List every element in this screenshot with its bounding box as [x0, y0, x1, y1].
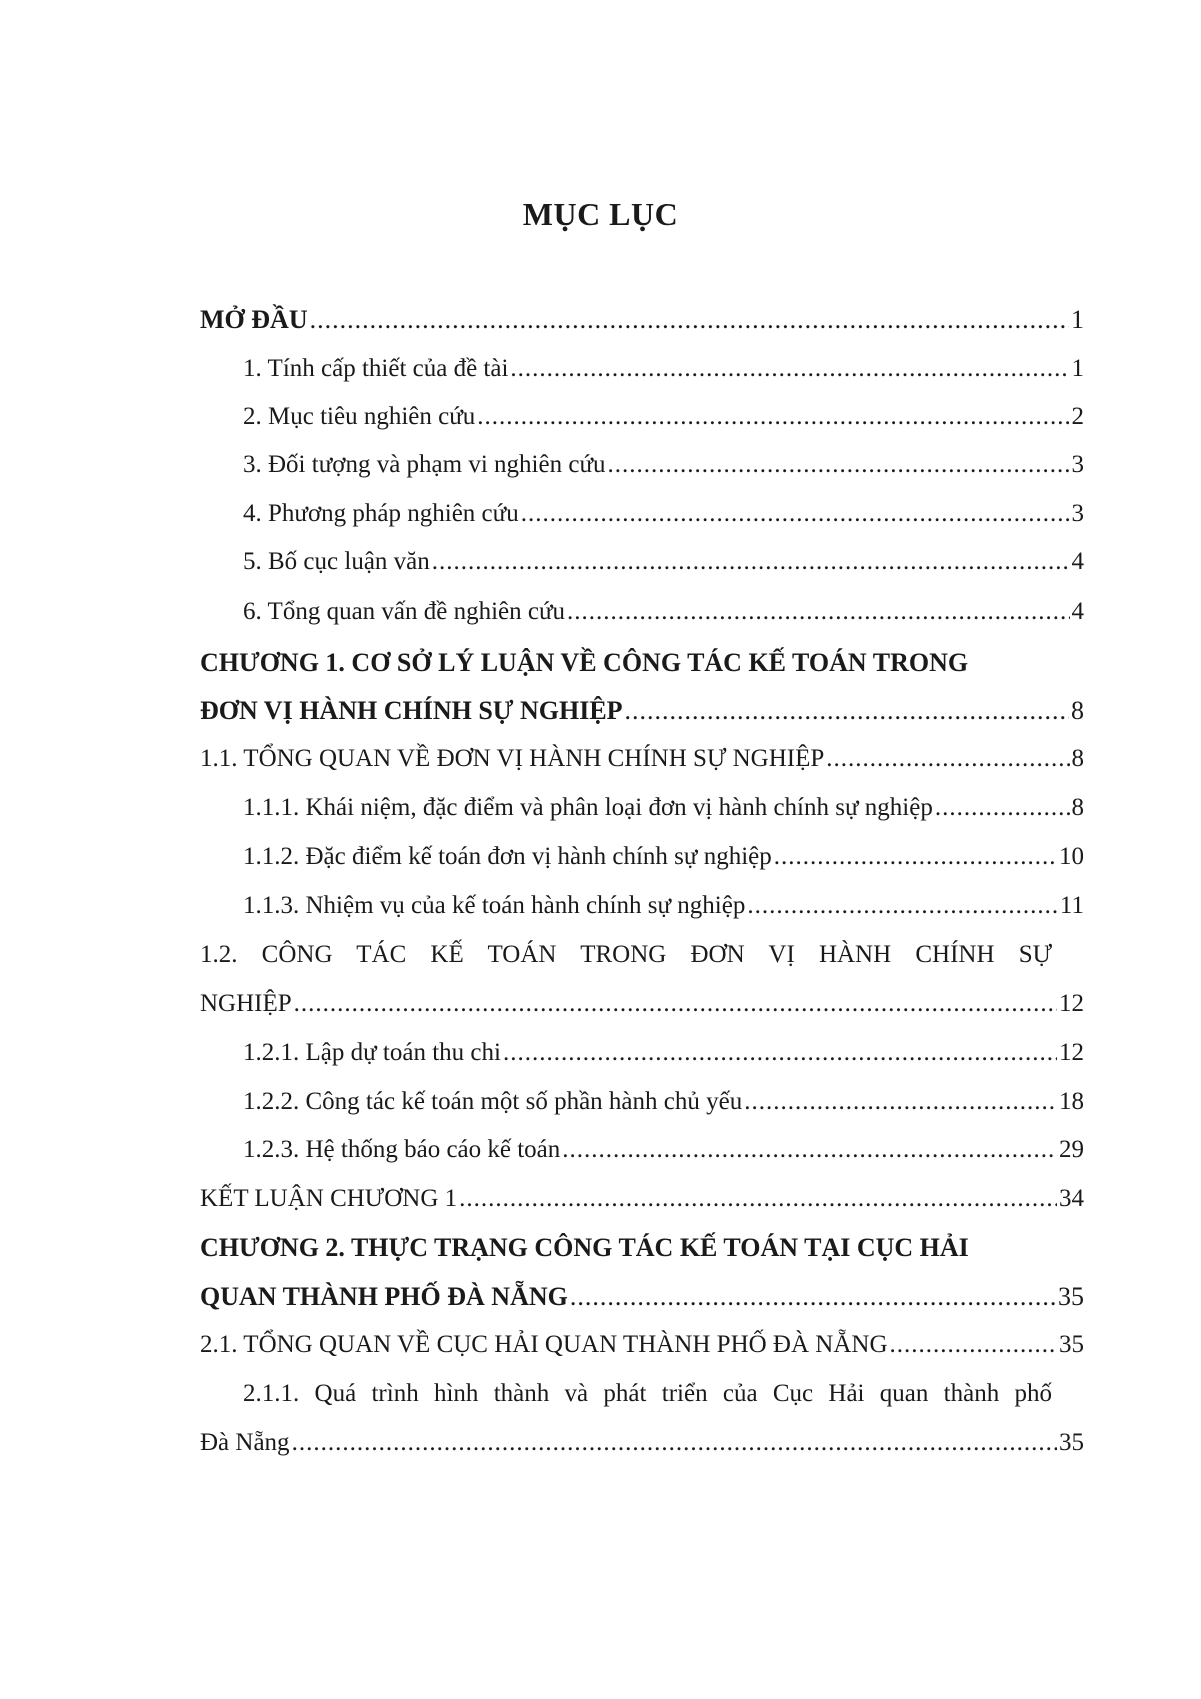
toc-entry-page: 2	[1071, 403, 1084, 430]
toc-entry[interactable]	[243, 542, 1084, 582]
toc-entry[interactable]	[200, 984, 1084, 1024]
toc-entry-page: 34	[1059, 1185, 1084, 1212]
toc-entry-page: 12	[1059, 1039, 1084, 1066]
toc-entry-heading-line1[interactable]: CHƯƠNG 1. CƠ SỞ LÝ LUẬN VỀ CÔNG TÁC KẾ TOÁN TRONG	[200, 648, 969, 677]
toc-leader-dots	[562, 1130, 1057, 1170]
toc-entry-label: 1.1. TỔNG QUAN VỀ ĐƠN VỊ HÀNH CHÍNH SỰ NGHIỆP	[200, 745, 825, 772]
toc-entry-label: 5. Bố cục luận văn	[243, 548, 430, 575]
toc-entry-label: 3. Đối tượng và phạm vi nghiên cứu	[243, 451, 606, 478]
toc-entry-page: 8	[1071, 794, 1084, 821]
toc-entry-label: ĐƠN VỊ HÀNH CHÍNH SỰ NGHIỆP	[200, 696, 623, 725]
toc-entry-page: 12	[1059, 990, 1084, 1017]
toc-entry-label: 1.1.3. Nhiệm vụ của kế toán hành chính sự nghiệp	[243, 892, 746, 919]
toc-entry-label: 1.1.2. Đặc điểm kế toán đơn vị hành chính sự nghiệp	[243, 843, 772, 870]
toc-entry-page: 35	[1059, 1429, 1084, 1456]
toc-entry[interactable]	[200, 1277, 1084, 1317]
toc-entry-page: 18	[1059, 1088, 1084, 1115]
toc-entry[interactable]	[243, 494, 1084, 534]
toc-entry-page: 29	[1059, 1136, 1084, 1163]
toc-entry[interactable]	[243, 397, 1084, 437]
toc-entry-page: 35	[1058, 1282, 1084, 1311]
toc-entry[interactable]	[243, 837, 1084, 877]
toc-entry[interactable]	[243, 788, 1084, 828]
toc-entry-page: 11	[1059, 892, 1084, 919]
toc-leader-dots	[503, 1033, 1057, 1073]
toc-entry[interactable]	[200, 1325, 1084, 1365]
toc-entry[interactable]	[243, 592, 1084, 632]
toc-leader-dots	[774, 837, 1057, 877]
toc-entry[interactable]	[243, 1130, 1084, 1170]
toc-leader-dots	[294, 984, 1057, 1024]
toc-entry-page: 4	[1071, 548, 1084, 575]
toc-entry-page: 35	[1059, 1331, 1084, 1358]
toc-entry-label: 1.2.2. Công tác kế toán một số phần hành chủ yếu	[243, 1088, 743, 1115]
toc-entry-label: MỞ ĐẦU	[200, 305, 308, 334]
toc-entry[interactable]	[243, 1033, 1084, 1073]
toc-entry-label: NGHIỆP	[200, 990, 292, 1017]
toc-leader-dots	[935, 788, 1070, 828]
toc-entry[interactable]	[243, 886, 1084, 926]
toc-leader-dots	[521, 494, 1070, 534]
toc-entry-label: 4. Phương pháp nghiên cứu	[243, 500, 519, 527]
toc-entry-heading-line1[interactable]: CHƯƠNG 2. THỰC TRẠNG CÔNG TÁC KẾ TOÁN TẠI CỤC HẢI	[200, 1233, 969, 1262]
toc-leader-dots	[890, 1325, 1058, 1365]
toc-entry[interactable]	[243, 1082, 1084, 1122]
toc-entry-label: 1. Tính cấp thiết của đề tài	[243, 355, 509, 382]
toc-entry-page: 1	[1071, 355, 1084, 382]
toc-leader-dots	[744, 1082, 1057, 1122]
toc-leader-dots	[747, 886, 1058, 926]
toc-entry-page: 8	[1071, 745, 1084, 772]
toc-entry-label: 2. Mục tiêu nghiên cứu	[243, 403, 476, 430]
toc-leader-dots	[459, 1179, 1057, 1219]
toc-entry[interactable]	[200, 300, 1084, 340]
toc-entry[interactable]	[243, 445, 1084, 485]
toc-entry-label: 1.2.3. Hệ thống báo cáo kế toán	[243, 1136, 561, 1163]
toc-entry-page: 10	[1059, 843, 1084, 870]
toc-leader-dots	[826, 739, 1069, 779]
toc-entry[interactable]	[200, 1423, 1084, 1463]
toc-leader-dots	[477, 397, 1069, 437]
toc-entry-heading-line1[interactable]: 2.1.1. Quá trình hình thành và phát triển của Cục Hải quan thành phố	[243, 1380, 1052, 1407]
toc-entry-label: KẾT LUẬN CHƯƠNG 1	[200, 1185, 458, 1212]
toc-entry-page: 8	[1071, 696, 1084, 725]
toc-entry-label: 2.1. TỔNG QUAN VỀ CỤC HẢI QUAN THÀNH PHỐ ĐÀ NẴNG	[200, 1331, 888, 1358]
toc-leader-dots	[608, 445, 1070, 485]
toc-entry-page: 3	[1071, 451, 1084, 478]
toc-entry-page: 1	[1071, 305, 1084, 334]
toc-leader-dots	[625, 691, 1069, 731]
toc-leader-dots	[292, 1423, 1057, 1463]
toc-entry-label: 6. Tổng quan vấn đề nghiên cứu	[243, 598, 566, 625]
toc-leader-dots	[570, 1277, 1056, 1317]
toc-entry-heading-line1[interactable]: 1.2. CÔNG TÁC KẾ TOÁN TRONG ĐƠN VỊ HÀNH CHÍNH SỰ	[200, 941, 1052, 968]
toc-leader-dots	[567, 592, 1069, 632]
toc-entry[interactable]	[200, 1179, 1084, 1219]
toc-entry-label: Đà Nẵng	[200, 1429, 290, 1456]
toc-leader-dots	[510, 349, 1069, 389]
toc-leader-dots	[310, 300, 1069, 340]
toc-leader-dots	[432, 542, 1070, 582]
toc-entry-page: 3	[1071, 500, 1084, 527]
toc-entry-label: 1.2.1. Lập dự toán thu chi	[243, 1039, 501, 1066]
page-title: MỤC LỤC	[522, 196, 679, 232]
toc-entry[interactable]	[200, 691, 1084, 731]
toc-entry-label: 1.1.1. Khái niệm, đặc điểm và phân loại đơn vị hành chính sự nghiệp	[243, 794, 933, 821]
toc-entry-page: 4	[1071, 598, 1084, 625]
toc-entry-label: QUAN THÀNH PHỐ ĐÀ NẴNG	[200, 1282, 568, 1311]
toc-entry[interactable]	[243, 349, 1084, 389]
toc-entry[interactable]	[200, 739, 1084, 779]
